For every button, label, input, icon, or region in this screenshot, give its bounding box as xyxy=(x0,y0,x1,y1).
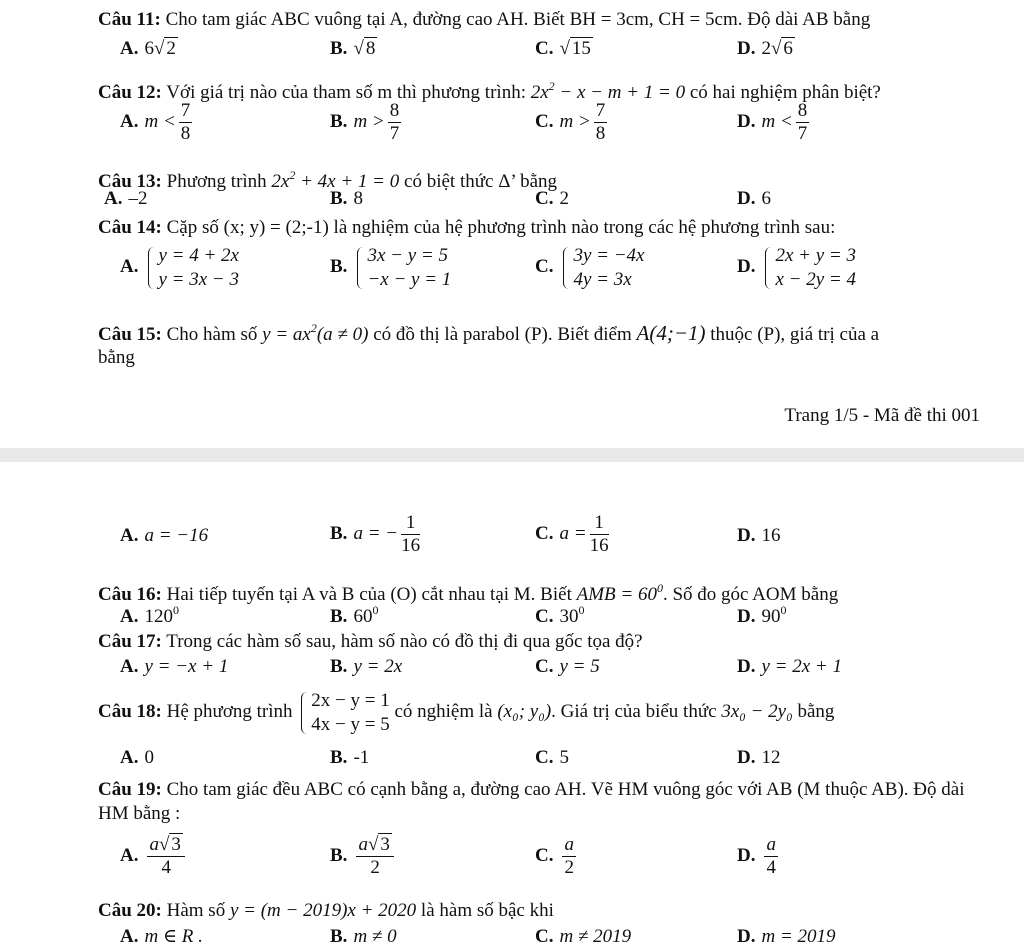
q15-option-d: D. 16 xyxy=(737,525,781,546)
q14-option-b: B. 3x − y = 5 −x − y = 1 xyxy=(330,245,452,290)
question-19: Câu 19: Cho tam giác đều ABC có cạnh bằng a, đường cao AH. Vẽ HM vuông góc với AB (M thuộc AB). Độ dài HM bằng : xyxy=(98,779,965,824)
question-17: Câu 17: Trong các hàm số sau, hàm số nào có đồ thị đi qua gốc tọa độ? xyxy=(98,631,643,652)
q16-option-c: C. $30^0$ xyxy=(535,603,585,627)
q11-option-c: C. √ 15 xyxy=(535,38,591,59)
question-11 xyxy=(98,8,994,32)
q16-option-b: B. $60^0$ xyxy=(330,603,379,627)
q17-option-d: D. y = 2x + 1 xyxy=(737,656,842,677)
q14-option-c: C. 3y = −4x 4y = 3x xyxy=(535,245,645,290)
q15-option-a: A. a = −16 xyxy=(120,525,209,546)
page-footer: Trang 1/5 - Mã đề thi 001 xyxy=(784,405,980,426)
q11-option-a: A. 6√ 2 xyxy=(120,38,176,59)
question-18: Câu 18: Hệ phương trình 2x − y = 1 4x − y = 5 có nghiệm là (x₀; y₀). Giá trị của biểu thức 3x₀ − 2y₀ bằng xyxy=(98,689,835,735)
q20-option-a: A. m ∈ R . xyxy=(120,926,203,947)
q20-option-d: D. m = 2019 xyxy=(737,926,836,947)
question-13: Câu 13: Phương trình $2x^2 + 4x + 1 = 0$ có biệt thức Δ’ bằng xyxy=(98,168,558,192)
q11-option-b: B. √ 8 xyxy=(330,38,376,59)
exam-page-2 xyxy=(0,462,1024,952)
q14-option-d: D. 2x + y = 3 x − 2y = 4 xyxy=(737,245,856,290)
question-15: Câu 15: Cho hàm số $y = ax^2(a \ne 0)$ có đồ thị là parabol (P). Biết điểm A(4;−1) thuộc (P), giá trị của a xyxy=(98,321,880,345)
q15-option-b: B. a = − $\frac{1}{16}$ xyxy=(330,512,421,556)
page-separator xyxy=(0,448,1024,462)
q12-option-b: B. m > $\frac{8}{7}$ xyxy=(330,100,400,144)
q13-option-d: D. 6 xyxy=(737,188,771,209)
question-16: Câu 16: Hai tiếp tuyến tại A và B của (O) cắt nhau tại M. Biết AMB = $60^0$. Số đo góc AOM bằng xyxy=(98,581,839,605)
q20-option-c: C. m ≠ 2019 xyxy=(535,926,632,947)
q18-option-c: C. 5 xyxy=(535,747,569,768)
q18-option-b: B. -1 xyxy=(330,747,370,768)
q19-option-c: C. $\frac{a}{2}$ xyxy=(535,834,574,878)
q17-option-b: B. y = 2x xyxy=(330,656,403,677)
q16-option-d: D. $90^0$ xyxy=(737,603,787,627)
question-15-continued: bằng xyxy=(98,347,135,368)
q13-option-a: A. –2 xyxy=(104,188,148,209)
q18-option-d: D. 12 xyxy=(737,747,781,768)
q17-option-a: A. y = −x + 1 xyxy=(120,656,229,677)
q19-option-d: D. $\frac{a}{4}$ xyxy=(737,834,776,878)
q18-option-a: A. 0 xyxy=(120,747,154,768)
question-text: Cho tam giác ABC vuông tại A, đường cao AH. Biết BH = 3cm, CH = 5cm. Độ dài AB bằng xyxy=(165,9,871,30)
q12-option-a: A. m < $\frac{7}{8}$ xyxy=(120,100,191,144)
q20-option-b: B. m ≠ 0 xyxy=(330,926,397,947)
q19-option-b: B. $\frac{a√ 3}{2}$ xyxy=(330,834,397,879)
question-14: Câu 14: Cặp số (x; y) = (2;-1) là nghiệm của hệ phương trình nào trong các hệ phương trình sau: xyxy=(98,217,836,238)
question-label: Câu 11: xyxy=(98,9,161,30)
exam-page-1 xyxy=(0,0,1024,448)
question-12: Câu 12: Với giá trị nào của tham số m thì phương trình: $2x^2 - x - m + 1 = 0$ có hai nghiệm phân biệt? xyxy=(98,79,881,103)
q14-option-a: A. y = 4 + 2x y = 3x − 3 xyxy=(120,245,239,290)
q12-option-d: D. m < $\frac{8}{7}$ xyxy=(737,100,808,144)
q13-option-b: B. 8 xyxy=(330,188,363,209)
q19-option-a: A. $\frac{a√ 3}{4}$ xyxy=(120,834,188,879)
q12-option-c: C. m > $\frac{7}{8}$ xyxy=(535,100,606,144)
question-20: Câu 20: Hàm số y = (m − 2019)x + 2020 là hàm số bậc khi xyxy=(98,900,554,921)
q17-option-c: C. y = 5 xyxy=(535,656,600,677)
q11-option-d: D. 2√ 6 xyxy=(737,38,793,59)
q16-option-a: A. $120^0$ xyxy=(120,603,179,627)
q13-option-c: C. 2 xyxy=(535,188,569,209)
q15-option-c: C. a = $\frac{1}{16}$ xyxy=(535,512,609,556)
